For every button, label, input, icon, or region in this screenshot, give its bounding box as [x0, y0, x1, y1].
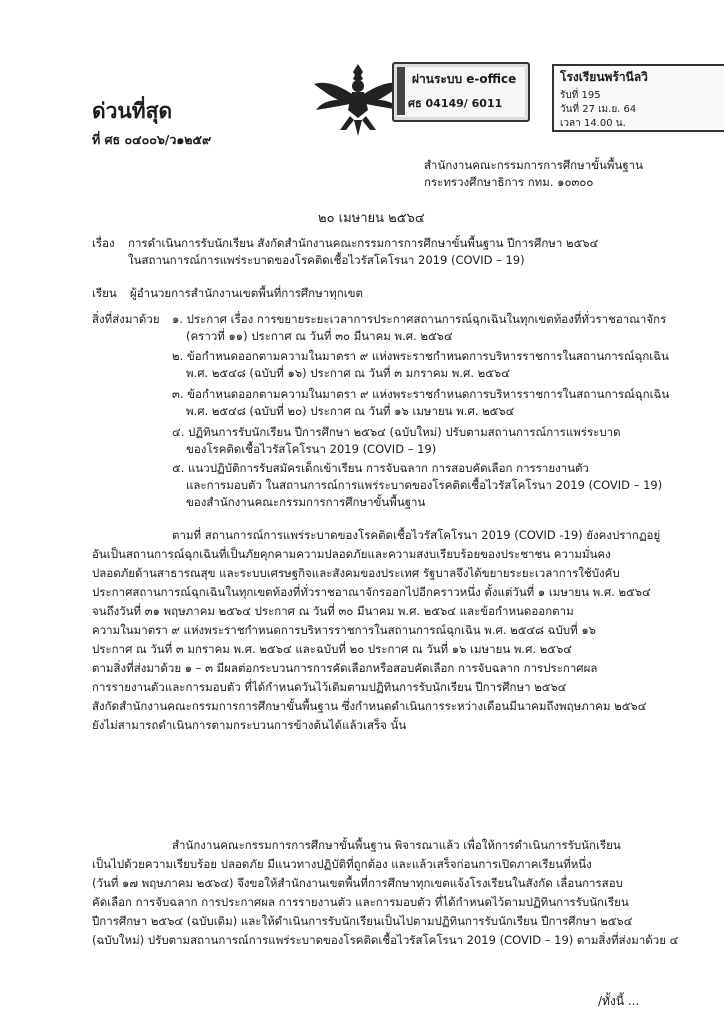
- body-line: สังกัดสำนักงานคณะกรรมการการศึกษาขั้นพื้นฐาน ซึ่งกำหนดดำเนินการระหว่างเดือนมีนาคมถึงพฤษภาคม ๒๕๖๔: [92, 699, 647, 713]
- body-line: เป็นไปด้วยความเรียบร้อย ปลอดภัย มีแนวทางปฏิบัติที่ถูกต้อง และแล้วเสร็จก่อนการเปิดภาคเรียนที่หนึ่ง: [92, 857, 592, 871]
- body-line: คัดเลือก การจับฉลาก การประกาศผล การรายงานตัว และการมอบตัว ที่ได้กำหนดไว้ตามปฏิทินการรับนักเรียน: [92, 895, 629, 909]
- school-stamp-date: วันที่ 27 เม.ย. 64: [560, 104, 637, 115]
- enclosure-line: (คราวที่ ๑๑) ประกาศ ณ วันที่ ๓๐ มีนาคม พ.ศ. ๒๕๖๔: [186, 329, 453, 343]
- enclosure-line: ๔. ปฏิทินการรับนักเรียน ปีการศึกษา ๒๕๖๔ (ฉบับใหม่) ปรับตามสถานการณ์การแพร่ระบาด: [172, 425, 621, 439]
- body-line: ยังไม่สามารถดำเนินการตามกระบวนการข้างต้นได้แล้วเสร็จ นั้น: [92, 718, 407, 732]
- issuing-office-address: กระทรวงศึกษาธิการ กทม. ๑๐๓๐๐: [424, 175, 594, 189]
- school-received-stamp: [552, 64, 724, 132]
- addressee-label: เรียน: [92, 286, 117, 300]
- school-stamp-title: โรงเรียนพร้านีลวิ: [560, 70, 648, 84]
- document-date: ๒๐ เมษายน ๒๕๖๔: [318, 211, 425, 226]
- body-line: ประกาศ ณ วันที่ ๓ มกราคม พ.ศ. ๒๕๖๔ และฉบับที่ ๒๐ ประกาศ ณ วันที่ ๑๖ เมษายน พ.ศ. ๒๕๖๔: [92, 642, 572, 656]
- subject-line-1: การดำเนินการรับนักเรียน สังกัดสำนักงานคณะกรรมการการศึกษาขั้นพื้นฐาน ปีการศึกษา ๒๕๖๔: [128, 236, 599, 250]
- eoffice-stamp: [392, 62, 530, 122]
- continued-note: /ทั้งนี้ ...: [598, 994, 640, 1008]
- enclosure-item: [172, 386, 669, 420]
- enclosure-item: [172, 424, 621, 458]
- subject-line-2: ในสถานการณ์การแพร่ระบาดของโรคติดเชื้อไวรัสโคโรนา 2019 (COVID – 19): [128, 253, 525, 267]
- addressee-text: ผู้อำนวยการสำนักงานเขตพื้นที่การศึกษาทุกเขต: [130, 286, 363, 300]
- body-line: ตามสิ่งที่ส่งมาด้วย ๑ – ๓ มีผลต่อกระบวนการการคัดเลือกหรือสอบคัดเลือก การจับฉลาก การประกาศผล: [92, 661, 598, 675]
- body-line: ปลอดภัยด้านสาธารณสุข และระบบเศรษฐกิจและสังคมของประเทศ รัฐบาลจึงได้ขยายระยะเวลาการใช้บังคับ: [92, 566, 620, 580]
- enclosure-item: [172, 460, 662, 511]
- body-line: สำนักงานคณะกรรมการการศึกษาขั้นพื้นฐาน พิจารณาแล้ว เพื่อให้การดำเนินการรับนักเรียน: [172, 838, 621, 852]
- body-line: (วันที่ ๑๗ พฤษภาคม ๒๕๖๔) จึงขอให้สำนักงานเขตพื้นที่การศึกษาทุกเขตแจ้งโรงเรียนในสังกัด เลื่อนการสอบ: [92, 876, 623, 890]
- enclosure-item: [172, 348, 669, 382]
- enclosures-label: สิ่งที่ส่งมาด้วย: [92, 312, 160, 326]
- body-line: จนถึงวันที่ ๓๑ พฤษภาคม ๒๕๖๔ ประกาศ ณ วันที่ ๓๐ มีนาคม พ.ศ. ๒๕๖๔ และข้อกำหนดออกตาม: [92, 604, 574, 618]
- issuing-office: สำนักงานคณะกรรมการการศึกษาขั้นพื้นฐาน: [424, 158, 643, 172]
- eoffice-stamp-number: ศธ 04149/ 6011: [408, 97, 503, 110]
- enclosure-line: พ.ศ. ๒๕๔๘ (ฉบับที่ ๑๖) ประกาศ ณ วันที่ ๓ มกราคม พ.ศ. ๒๕๖๔: [186, 366, 510, 380]
- garuda-emblem-icon: [312, 60, 404, 140]
- body-line: (ฉบับใหม่) ปรับตามสถานการณ์การแพร่ระบาดของโรคติดเชื้อไวรัสโคโรนา 2019 (COVID – 19) ตามสิ่งที่ส่งมาด้วย ๔: [92, 933, 679, 947]
- urgency-heading: ด่วนที่สุด: [92, 99, 173, 123]
- document-number: ที่ ศธ ๐๔๐๐๖/ว๑๒๕๙: [92, 132, 212, 147]
- body-line: ตามที่ สถานการณ์การแพร่ระบาดของโรคติดเชื้อไวรัสโคโรนา 2019 (COVID -19) ยังคงปรากฏอยู่: [172, 528, 661, 542]
- enclosure-line: และการมอบตัว ในสถานการณ์การแพร่ระบาดของโรคติดเชื้อไวรัสโคโรนา 2019 (COVID – 19): [186, 478, 663, 492]
- enclosure-line: ๑. ประกาศ เรื่อง การขยายระยะเวลาการประกาศสถานการณ์ฉุกเฉินในทุกเขตท้องที่ทั่วราชอาณาจักร: [172, 312, 667, 326]
- enclosure-item: [172, 311, 666, 345]
- body-paragraph-2: [92, 836, 700, 950]
- enclosure-line: ของโรคติดเชื้อไวรัสโคโรนา 2019 (COVID – 19): [186, 442, 437, 456]
- enclosure-line: ๕. แนวปฏิบัติการรับสมัครเด็กเข้าเรียน การจับฉลาก การสอบคัดเลือก การรายงานตัว: [172, 461, 589, 475]
- body-line: ความในมาตรา ๙ แห่งพระราชกำหนดการบริหารราชการในสถานการณ์ฉุกเฉิน พ.ศ. ๒๕๔๘ ฉบับที่ ๑๖: [92, 623, 596, 637]
- subject-label: เรื่อง: [92, 236, 115, 250]
- enclosure-line: ๓. ข้อกำหนดออกตามความในมาตรา ๙ แห่งพระราชกำหนดการบริหารราชการในสถานการณ์ฉุกเฉิน: [172, 387, 670, 401]
- body-line: การรายงานตัวและการมอบตัว ที่ได้กำหนดวันไว้เดิมตามปฏิทินการรับนักเรียน ปีการศึกษา ๒๕๖๔: [92, 680, 567, 694]
- school-stamp-time: เวลา 14.00 น.: [560, 118, 626, 129]
- stamp-bar: [397, 67, 405, 115]
- eoffice-stamp-title: ผ่านระบบ e-office: [412, 72, 517, 86]
- body-paragraph-1: [92, 526, 700, 735]
- enclosure-line: ๒. ข้อกำหนดออกตามความในมาตรา ๙ แห่งพระราชกำหนดการบริหารราชการในสถานการณ์ฉุกเฉิน: [172, 349, 669, 363]
- body-line: ประกาศสถานการณ์ฉุกเฉินในทุกเขตท้องที่ทั่วราชอาณาจักรออกไปอีกคราวหนึ่ง ตั้งแต่วันที่ ๑ เมษายน พ.ศ. ๒๕๖๔: [92, 585, 651, 599]
- school-stamp-number: รับที่ 195: [560, 90, 601, 101]
- enclosure-line: พ.ศ. ๒๕๔๘ (ฉบับที่ ๒๐) ประกาศ ณ วันที่ ๑๖ เมษายน พ.ศ. ๒๕๖๔: [186, 404, 515, 418]
- body-line: ปีการศึกษา ๒๕๖๔ (ฉบับเดิม) และให้ดำเนินการรับนักเรียนเป็นไปตามปฏิทินการรับนักเรียน ปีการศึกษา ๒๕๖๔: [92, 914, 633, 928]
- enclosure-line: ของสำนักงานคณะกรรมการการศึกษาขั้นพื้นฐาน: [186, 495, 426, 509]
- body-line: อันเป็นสถานการณ์ฉุกเฉินที่เป็นภัยคุกคามความปลอดภัยและความสงบเรียบร้อยของประชาชน ความมั่นคง: [92, 547, 611, 561]
